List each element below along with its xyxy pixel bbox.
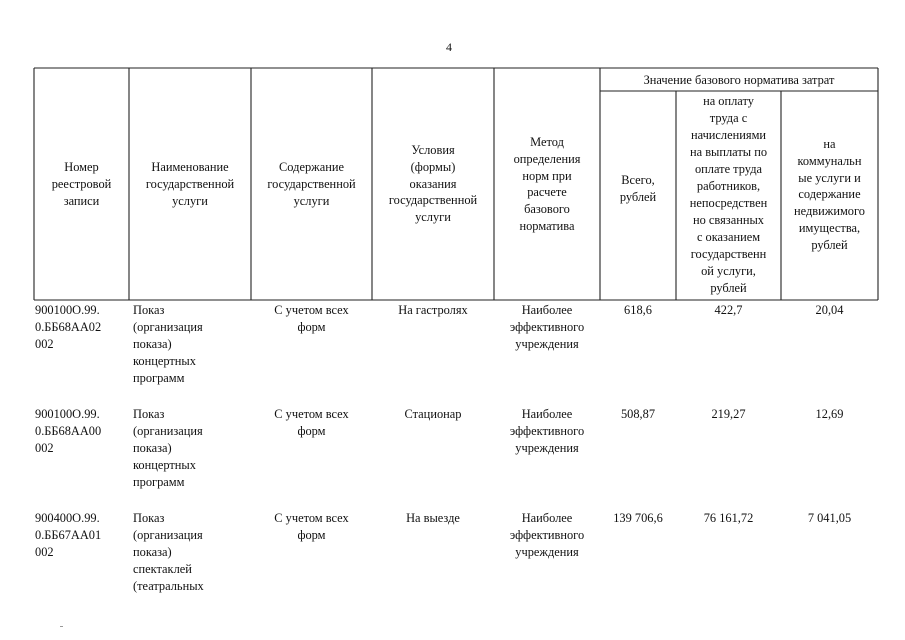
cell-total: 618,6 (624, 303, 652, 317)
cell-utilities-costs: 20,04 (815, 303, 844, 317)
header-service-content: Содержание государственной услуги (267, 160, 356, 208)
cell-utilities-costs: 7 041,05 (807, 511, 852, 525)
header-service-name: Наименование государственной услуги (145, 160, 235, 208)
cell-calculation-method: Наиболее эффективного учреждения (509, 303, 585, 351)
header-utilities-costs: на коммунальн ые услуги и содержание недвижимого имущества, рублей (794, 137, 865, 252)
cell-record-number: 900100О.99. 0.ББ68АА00 002 (35, 407, 102, 455)
cell-total: 139 706,6 (613, 511, 663, 525)
cell-service-content: С учетом всех форм (274, 511, 349, 542)
cell-service-name: Показ (организация показа) концертных программ (133, 303, 203, 385)
cell-record-number: 900100О.99. 0.ББ68АА02 002 (35, 303, 102, 351)
cell-calculation-method: Наиболее эффективного учреждения (509, 407, 585, 455)
header-record-number: Номер реестровой записи (51, 160, 112, 208)
cell-record-number: 900400О.99. 0.ББ67АА01 002 (35, 511, 102, 559)
cell-service-content: С учетом всех форм (274, 303, 349, 334)
cell-service-name: Показ (организация показа) концертных программ (133, 407, 203, 489)
cell-labor-costs: 422,7 (714, 303, 743, 317)
cell-total: 508,87 (620, 407, 656, 421)
cell-service-conditions: Стационар (404, 407, 462, 421)
header-labor-costs: на оплату труда с начислениями на выплаты по оплате труда работников, непосредствен но связанных с оказанием государственн ой услуги, рублей (689, 94, 768, 295)
scan-speck (60, 626, 63, 627)
cell-calculation-method: Наиболее эффективного учреждения (509, 511, 585, 559)
cell-labor-costs: 76 161,72 (703, 511, 754, 525)
cell-service-content: С учетом всех форм (274, 407, 349, 438)
header-base-cost-group: Значение базового норматива затрат (643, 73, 835, 87)
cell-service-conditions: На выезде (406, 511, 460, 525)
cell-service-conditions: На гастролях (398, 303, 468, 317)
header-total: Всего, рублей (619, 173, 657, 204)
page-number: 4 (446, 40, 452, 54)
cell-service-name: Показ (организация показа) спектаклей (театральных (133, 511, 204, 593)
header-calculation-method: Метод определения норм при расчете базового норматива (513, 135, 581, 233)
header-service-conditions: Условия (формы) оказания государственной услуги (388, 143, 478, 225)
cell-utilities-costs: 12,69 (815, 407, 844, 421)
cell-labor-costs: 219,27 (711, 407, 746, 421)
